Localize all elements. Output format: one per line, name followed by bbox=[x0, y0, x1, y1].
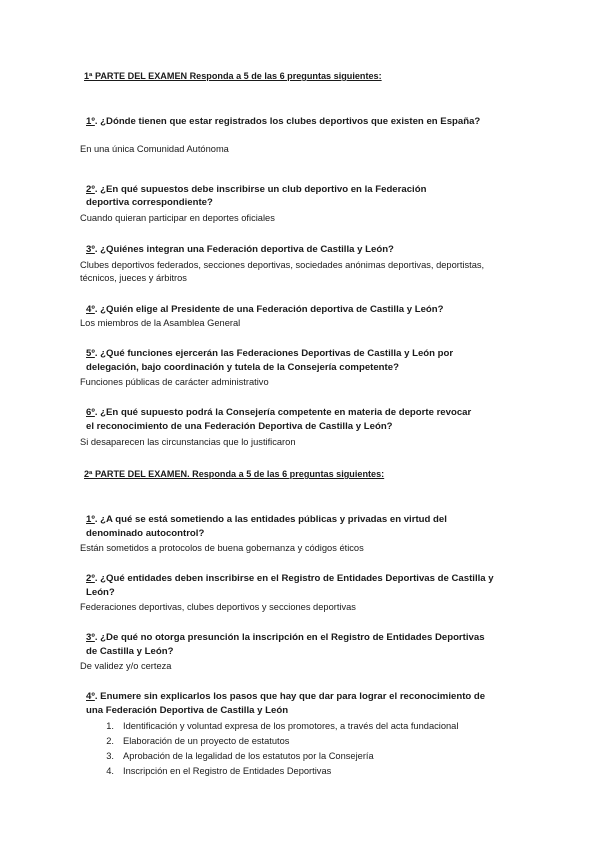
list-number: 4. bbox=[106, 766, 114, 776]
question-1-4: 4º. ¿Quién elige al Presidente de una Federación deportiva de Castilla y León? bbox=[86, 304, 444, 315]
part2-heading: 2ª PARTE DEL EXAMEN. Responda a 5 de las 6 preguntas siguientes: bbox=[84, 469, 385, 479]
question-2-1-line2: denominado autocontrol? bbox=[86, 528, 205, 539]
part1-heading: 1ª PARTE DEL EXAMEN Responda a 5 de las 6 preguntas siguientes: bbox=[84, 71, 382, 81]
question-2-4-line2: una Federación Deportiva de Castilla y León bbox=[86, 705, 289, 716]
question-2-3: 3º. ¿De qué no otorga presunción la inscripción en el Registro de Entidades Deportivas bbox=[86, 632, 485, 643]
question-number: 3º bbox=[86, 244, 95, 255]
list-number: 1. bbox=[106, 721, 114, 731]
question-1-5-line2: delegación, bajo coordinación y tutela de la Consejería competente? bbox=[86, 362, 399, 373]
answer-2-3: De validez y/o certeza bbox=[80, 661, 172, 671]
question-2-2-line2: León? bbox=[86, 587, 115, 598]
list-item: 2. Elaboración de un proyecto de estatutos bbox=[96, 735, 289, 747]
question-2-3-line2: de Castilla y León? bbox=[86, 646, 174, 657]
question-1-6-line2: el reconocimiento de una Federación Deportiva de Castilla y León? bbox=[86, 421, 393, 432]
question-1-6: 6º. ¿En qué supuesto podrá la Consejería competente en materia de deporte revocar bbox=[86, 407, 472, 418]
question-number: 6º bbox=[86, 407, 95, 418]
answer-1-3-line2: técnicos, jueces y árbitros bbox=[80, 273, 187, 283]
question-number: 2º bbox=[86, 184, 95, 195]
answer-1-3: Clubes deportivos federados, secciones deportivas, sociedades anónimas deportivas, deportistas, bbox=[80, 260, 485, 270]
answer-2-1: Están sometidos a protocolos de buena gobernanza y códigos éticos bbox=[80, 543, 364, 553]
answer-1-5: Funciones públicas de carácter administrativo bbox=[80, 377, 269, 387]
question-number: 5º bbox=[86, 348, 95, 359]
question-number: 2º bbox=[86, 573, 95, 584]
question-1-3: 3º. ¿Quiénes integran una Federación deportiva de Castilla y León? bbox=[86, 244, 394, 255]
question-number: 4º bbox=[86, 304, 95, 315]
list-item: 1. Identificación y voluntad expresa de los promotores, a través del acta fundacional bbox=[96, 720, 458, 732]
question-2-2: 2º. ¿Qué entidades deben inscribirse en el Registro de Entidades Deportivas de Castilla y bbox=[86, 573, 494, 584]
answer-1-6: Si desaparecen las circunstancias que lo justificaron bbox=[80, 437, 296, 447]
question-number: 1º bbox=[86, 514, 95, 525]
list-number: 3. bbox=[106, 751, 114, 761]
answer-1-1: En una única Comunidad Autónoma bbox=[80, 144, 229, 154]
question-2-4: 4º. Enumere sin explicarlos los pasos que hay que dar para lograr el reconocimiento de bbox=[86, 691, 486, 702]
answer-2-2: Federaciones deportivas, clubes deportivos y secciones deportivas bbox=[80, 602, 356, 612]
question-1-2-line2: deportiva correspondiente? bbox=[86, 197, 213, 208]
list-number: 2. bbox=[106, 736, 114, 746]
list-item: 4. Inscripción en el Registro de Entidades Deportivas bbox=[96, 765, 331, 777]
question-2-1: 1º. ¿A qué se está sometiendo a las entidades públicas y privadas en virtud del bbox=[86, 514, 447, 525]
answer-1-2: Cuando quieran participar en deportes oficiales bbox=[80, 213, 275, 223]
question-number: 4º bbox=[86, 691, 95, 702]
question-1-1: 1º. ¿Dónde tienen que estar registrados los clubes deportivos que existen en España? bbox=[86, 116, 481, 127]
question-1-5: 5º. ¿Qué funciones ejercerán las Federaciones Deportivas de Castilla y León por bbox=[86, 348, 454, 359]
list-item: 3. Aprobación de la legalidad de los estatutos por la Consejería bbox=[96, 750, 374, 762]
answer-1-4: Los miembros de la Asamblea General bbox=[80, 318, 241, 328]
question-number: 1º bbox=[86, 116, 95, 127]
question-number: 3º bbox=[86, 632, 95, 643]
question-1-2: 2º. ¿En qué supuestos debe inscribirse un club deportivo en la Federación bbox=[86, 184, 427, 195]
